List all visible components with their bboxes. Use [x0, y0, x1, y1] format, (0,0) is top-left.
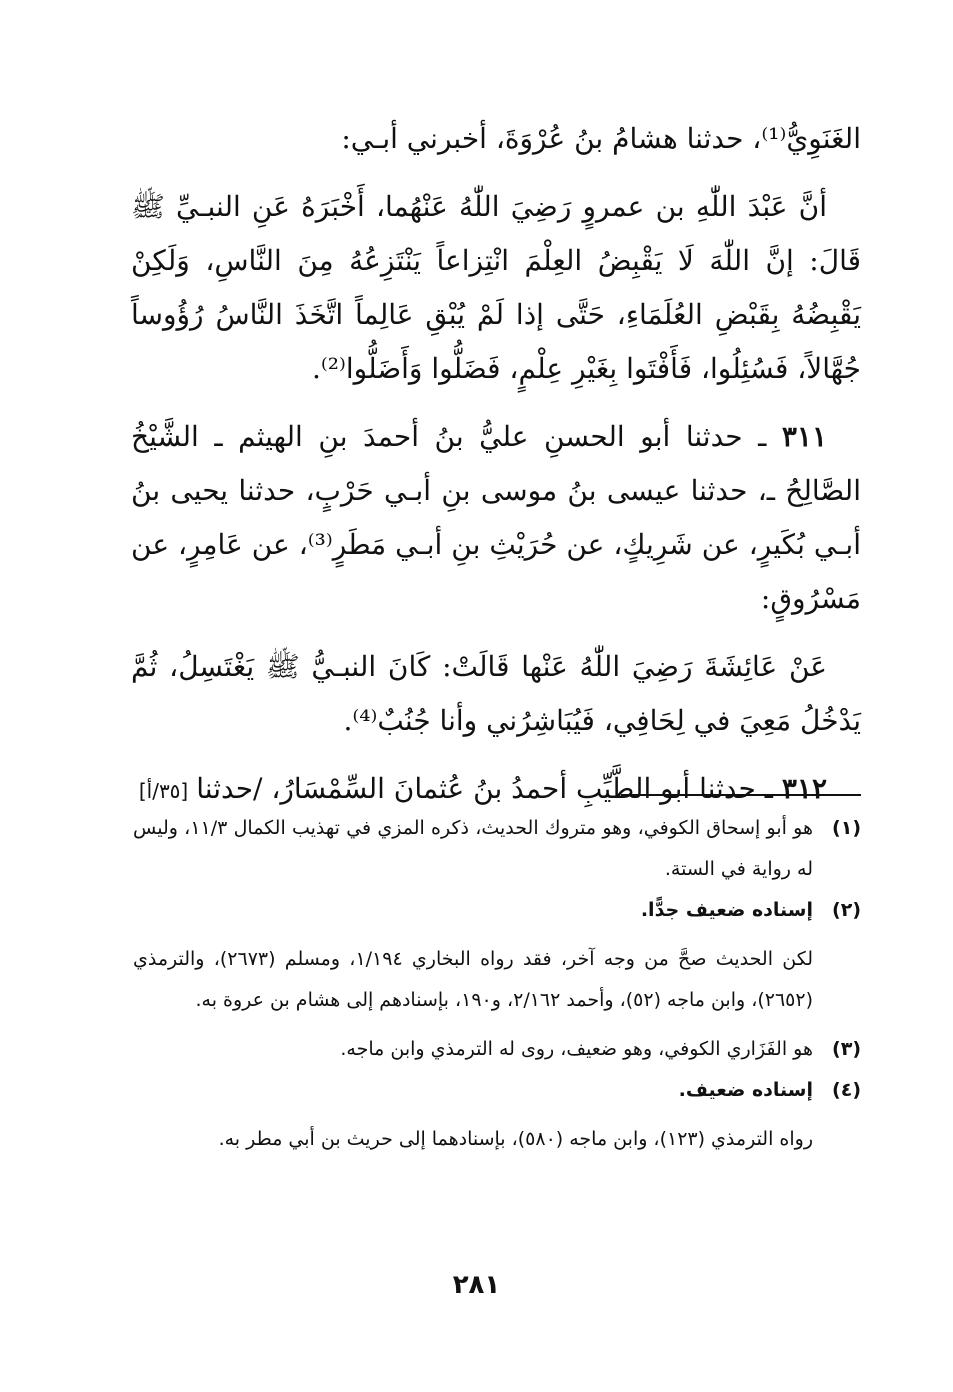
footnote-text: هو الفَزَاري الكوفي، وهو ضعيف، روى له الترمذي وابن ماجه.	[340, 1038, 813, 1060]
footnote-number: (١)	[832, 817, 861, 839]
footnote-continuation: لكن الحديث صحَّ من وجه آخر، فقد رواه البخاري ١/١٩٤، ومسلم (٢٦٧٣)، والترمذي (٢٦٥٢)، وابن ماجه (٥٢)، وأحمد ٢/١٦٢، و١٩٠، بإسنادهم إلى هشام بن عروة به.	[133, 948, 813, 1011]
paragraph-isnad-end: الغَنَوِيُّ⁽¹⁾، حدثنا هشامُ بنُ عُرْوَةَ، أخبرني أبـي:	[341, 122, 861, 155]
footnote-continuation: رواه الترمذي (١٢٣)، وابن ماجه (٥٨٠)، بإسنادهما إلى حريث بن أبي مطر به.	[218, 1128, 813, 1150]
footnote-number: (٢)	[832, 899, 861, 921]
hadith-number: ٣١٢	[781, 772, 827, 805]
footnote-text: إسناده ضعيف.	[678, 1079, 813, 1101]
paragraph-hadith-matn: أنَّ عَبْدَ اللّٰهِ بن عمروٍ رَضِيَ اللّٰهُ عَنْهُما، أَخْبَرَهُ عَنِ النبـيِّ ﷺ قَالَ: إنَّ اللّٰهَ لَا يَقْبِضُ العِلْمَ انْتِزاعاً يَنْتَزِعُهُ مِنَ النَّاسِ، وَلَكِنْ يَقْبِضُهُ بِقَبْضِ العُلَمَاءِ، حَتَّى إذا لَمْ يُبْقِ عَالِماً اتَّخَذَ النَّاسُ رُؤُوساً جُهَّالاً، فَسُئِلُوا، فَأَفْتَوا بِغَيْرِ عِلْمٍ، فَضَلُّوا وَأَضَلُّوا⁽²⁾.	[131, 190, 861, 385]
hadith-311-isnad: ـ حدثنا أبو الحسنِ عليُّ بنُ أحمدَ بنِ الهيثم ـ الشَّيْخُ الصَّالِحُ ـ، حدثنا عيسى بنُ موسى بنِ أبـي حَرْبٍ، حدثنا يحيى بنُ أبـي بُكَيرٍ، عن شَرِيكٍ، عن حُرَيْثِ بنِ أبـي مَطَرٍ⁽³⁾، عن عَامِرٍ، عن مَسْرُوقٍ:	[131, 420, 861, 615]
footnote	[133, 890, 861, 931]
paragraph-aisha-matn: عَنْ عَائِشَةَ رَضِيَ اللّٰهُ عَنْها قَالَتْ: كَانَ النبـيُّ ﷺ يَغْتَسِلُ، ثُمَّ يَدْخُلُ مَعِيَ في لِحَافِي، فَيُبَاشِرُني وأنا جُنُبٌ⁽⁴⁾.	[131, 650, 861, 737]
footnote	[133, 1070, 861, 1111]
page-number: ٢٨١	[452, 1270, 501, 1300]
footnote-number: (٣)	[832, 1038, 861, 1060]
footnote-text: هو أبو إسحاق الكوفي، وهو متروك الحديث، ذكره المزي في تهذيب الكمال ١١/٣، وليس له رواية في الستة.	[133, 817, 814, 880]
hadith-number: ٣١١	[781, 420, 828, 453]
footnote	[133, 1029, 861, 1070]
hadith-312-isnad: ـ حدثنا أبو الطَّيِّبِ أحمدُ بنُ عُثمانَ السِّمْسَارُ، /حدثنا	[196, 772, 773, 805]
footnote-text: إسناده ضعيف جدًّا.	[640, 899, 813, 921]
footnote-number: (٤)	[832, 1079, 861, 1101]
footnote-divider	[621, 794, 861, 796]
hadith-311	[131, 410, 861, 626]
footnotes	[133, 808, 861, 1160]
manuscript-folio-marker: [٣٥/أ]	[138, 779, 189, 803]
footnote	[133, 808, 861, 890]
main-text	[131, 112, 861, 818]
